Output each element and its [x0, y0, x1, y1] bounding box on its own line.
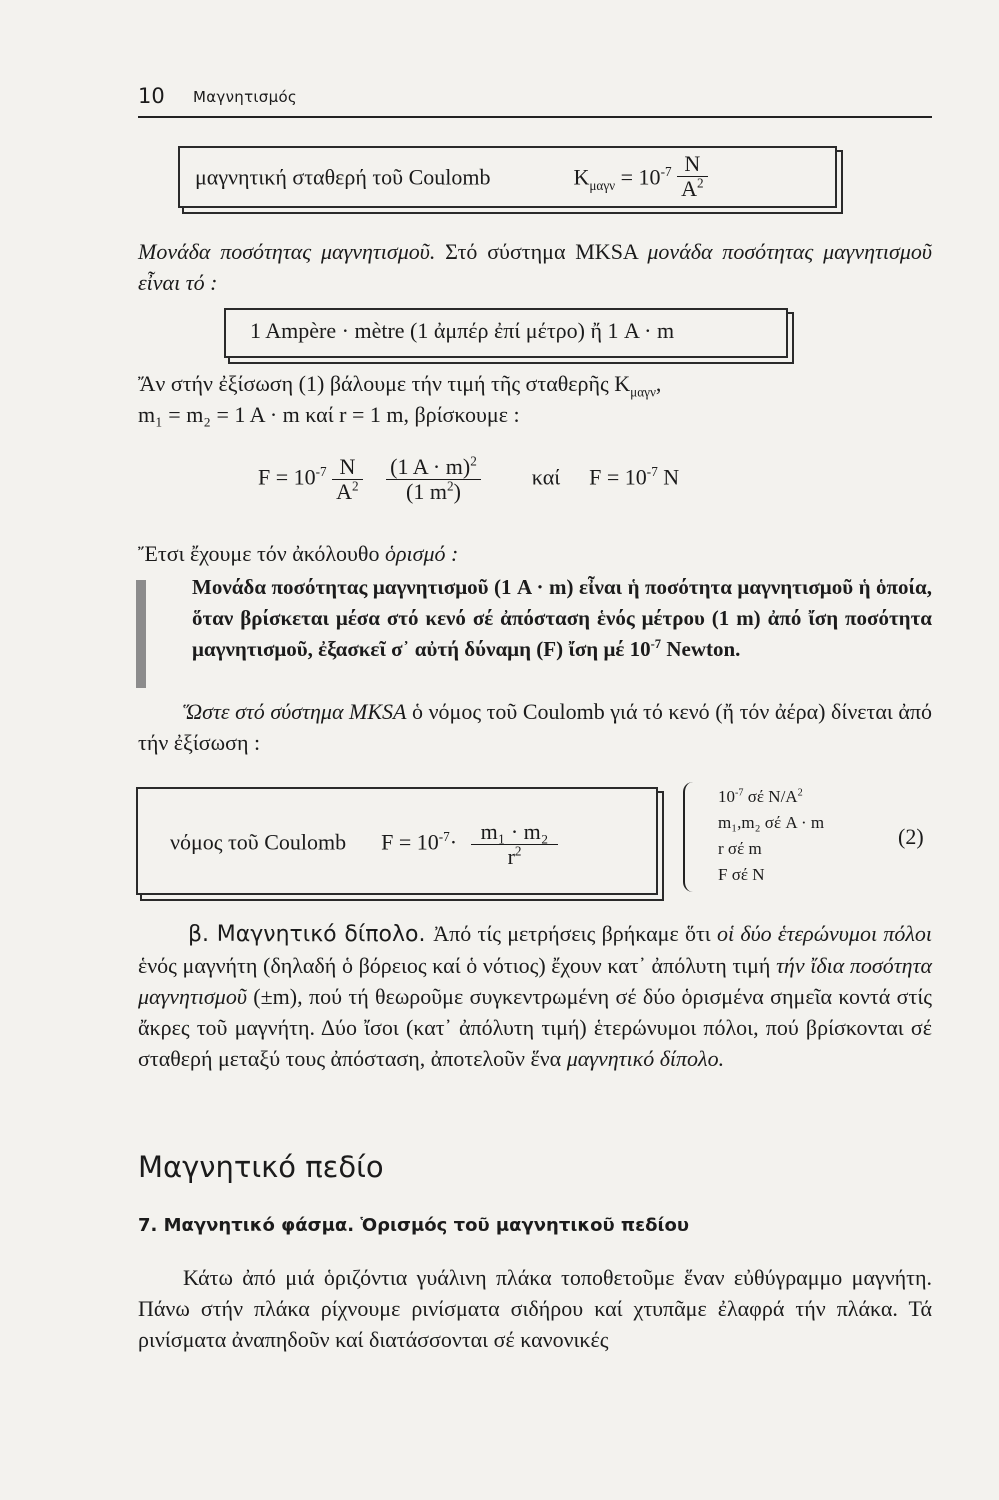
unit-box-text: 1 Ampère · mètre (1 ἀμπέρ ἐπί μέτρο) ἤ 1 A · m — [250, 318, 675, 343]
unit-of-magnetism-intro: Μονάδα ποσότητας μαγνητισμοῦ. Στό σύστημα MKSA μονάδα ποσότητας μαγνητισμοῦ εἶναι τό : — [138, 239, 932, 295]
magnetic-spectrum-paragraph: Κάτω ἀπό μιά ὁριζόντια γυάλινη πλάκα τοποθετοῦμε ἕναν εὐθύγραμμο μαγνήτη. Πάνω στήν πλάκα ρίχνουμε ρινίσματα σιδήρου καί χτυπᾶμε ἐλαφρά τήν πλάκα. Τά ρινίσματα ἀναπηδοῦν καί διατάσσονται σέ κανονικές — [138, 1265, 932, 1352]
units-brace — [683, 782, 699, 892]
equation-number: (2) — [898, 824, 924, 849]
coulomb-constant-formula — [195, 151, 708, 201]
constant-fraction — [677, 152, 707, 201]
force-calculation: $F = 10^{-7}$ $\frac{N}{A^2}$ $\frac{(1 A \cdot m)^2}{(1 m^2)}$ καί $F = 10^{-7}$ N — [258, 453, 680, 504]
constant-symbol: K — [573, 164, 590, 190]
constant-exp: -7 — [660, 164, 672, 180]
units-list — [718, 784, 824, 888]
coulomb-law-formula: νόμος τοῦ Coulomb $F = 10^{-7}\cdot$ $\frac{\text{m₁ · m₂}}{r^2}$ — [170, 820, 558, 869]
definition-intro: Ἔτσι ἔχουμε τόν ἀκόλουθο ὁρισμό : — [138, 541, 459, 566]
running-title: Μαγνητισμός — [193, 88, 298, 106]
substitution-paragraph: Ἄν στήν ἐξίσωση (1) βάλουμε τήν τιμή τῆς σταθερῆς $K_{\mu\alpha\gamma\nu}$, m₁ = m₂ = 1 A · m καί r = 1 m, βρίσκουμε : — [138, 371, 662, 427]
subsection-title: 7. Μαγνητικό φάσμα. Ὁρισμός τοῦ μαγνητικοῦ πεδίου — [138, 1215, 690, 1236]
unit-definition: Μονάδα ποσότητας μαγνητισμοῦ (1 A · m) εἶναι ἡ ποσότητα μαγνητισμοῦ ἡ ὁποία, ὅταν βρίσκεται μέσα στό κενό σέ ἀπόσταση ἑνός μέτρου (1 m) ἀπό ἴση ποσότητα μαγνητισμοῦ, ἐξασκεῖ σ᾽ αὐτή δύναμη (F) ἴση μέ $10^{-7}$ Newton. — [192, 575, 932, 661]
coulomb-law-intro: Ὥστε στό σύστημα MKSA ὁ νόμος τοῦ Coulomb γιά τό κενό (ἤ τόν ἀέρα) δίνεται ἀπό τήν ἐξίσωση : — [138, 699, 932, 755]
definition-marker-bar — [136, 580, 146, 688]
constant-symbol-sub: μαγν — [589, 177, 616, 193]
force-fraction-2: $\frac{(1 A \cdot m)^2}{(1 m^2)}$ — [386, 455, 481, 504]
unit-force: F σέ N — [718, 865, 765, 884]
constant-label: μαγνητική σταθερή τοῦ Coulomb — [195, 164, 491, 190]
page-header — [138, 84, 932, 118]
constant-frac-num: N — [684, 151, 701, 176]
magnetic-dipole-paragraph: β. Μαγνητικό δίπολο. Ἀπό τίς μετρήσεις βρήκαμε ὅτι οἱ δύο ἑτερώνυμοι πόλοι ἑνός μαγνήτη (δηλαδή ὁ βόρειος καί ὁ νότιος) ἔχουν κατ᾽ ἀπόλυτη τιμή τήν ἴδια ποσότητα μαγνητισμοῦ (±m), πού τή θεωροῦμε συγκεντρωμένη σέ δύο ὁρισμένα σημεῖα κοντά στίς ἄκρες τοῦ μαγνήτη. Δύο ἴσοι (κατ᾽ ἀπόλυτη τιμή) ἑτερώνυμοι πόλοι, πού βρίσκονται σέ σταθερή μεταξύ τους ἀπόσταση, ἀποτελοῦν ἕνα μαγνητικό δίπολο. — [138, 921, 932, 1071]
unit-distance: r σέ m — [718, 839, 762, 858]
unit-constant: $10^{-7}$ σέ $N/A^2$ — [718, 787, 803, 806]
unit-masses: m₁,m₂ σέ A · m — [718, 813, 825, 832]
force-fraction-1: $\frac{N}{A^2}$ — [332, 455, 362, 504]
section-title: Μαγνητικό πεδίο — [138, 1150, 384, 1184]
constant-eq: = 10 — [615, 164, 661, 190]
constant-frac-den: $A^2$ — [677, 176, 707, 201]
coulomb-law-fraction: $\frac{\text{m₁ · m₂}}{r^2}$ — [471, 820, 559, 869]
page-number: 10 — [138, 84, 165, 108]
